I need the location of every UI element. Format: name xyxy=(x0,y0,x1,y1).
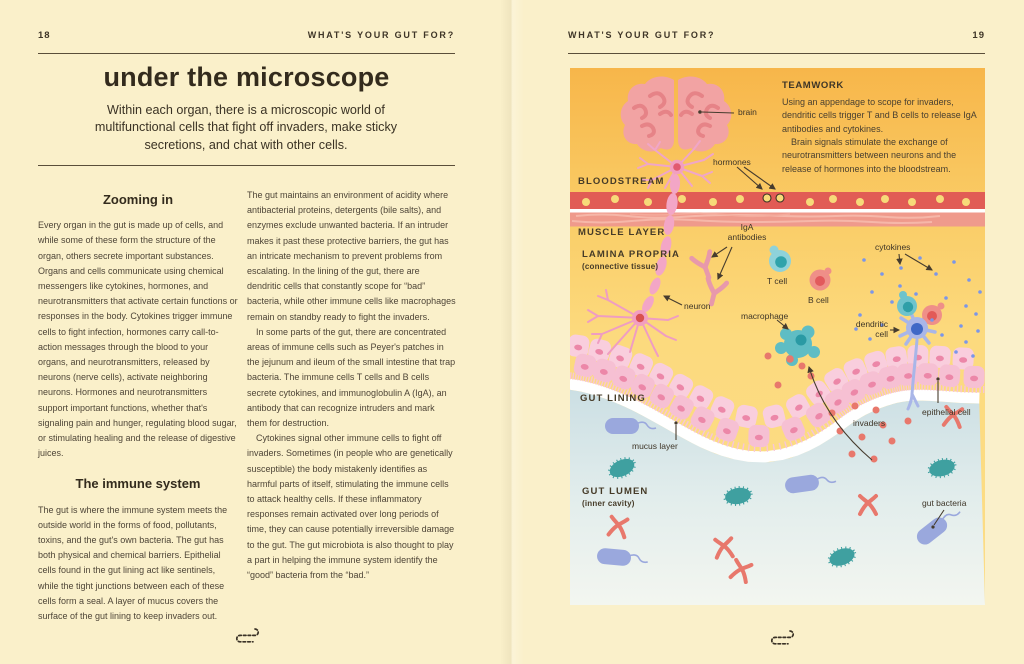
intestine-squiggle-icon xyxy=(231,625,261,647)
running-header-left: WHAT'S YOUR GUT FOR? xyxy=(307,30,455,40)
header-rule-right xyxy=(568,53,985,54)
header-rule-left xyxy=(38,53,455,54)
running-header-right: WHAT'S YOUR GUT FOR? xyxy=(568,30,716,40)
label-invaders: invaders xyxy=(853,418,886,428)
label-lamina-propria: LAMINA PROPRIA xyxy=(582,249,680,260)
label-bloodstream: BLOODSTREAM xyxy=(578,176,665,187)
text-column-2 xyxy=(247,188,456,583)
label-mucus-layer: mucus layer xyxy=(632,441,678,451)
page-number-right: 19 xyxy=(972,30,985,41)
label-gut-lumen: GUT LUMEN xyxy=(582,486,649,497)
paragraph: The gut maintains an environment of acidity where antibacterial proteins, detergents (bile salts), and enzymes exclude unwanted bacteria. If an intruder makes it past these protective barriers, the gut has an intricate mechanism to prevent problems from escalating. In the lining of the gut, there are dendritic cells that constantly scope for “bad” bacteria, while other immune cells like macrophages remain on standby ready to fight the invaders. xyxy=(247,190,456,322)
label-macrophage: macrophage xyxy=(741,311,789,321)
intestine-squiggle-icon xyxy=(766,627,796,649)
label-lamina-propria-sub: (connective tissue) xyxy=(582,262,659,271)
intro-text: Within each organ, there is a microscopic world of multifunctional cells that fight off invaders, make sticky secretions, and chat with other cells. xyxy=(94,103,398,152)
teamwork-callout xyxy=(782,79,980,176)
text-column-1 xyxy=(38,192,238,624)
label-gut-lining: GUT LINING xyxy=(580,393,646,404)
label-cytokines: cytokines xyxy=(875,242,911,252)
neuron-nucleus xyxy=(673,163,681,171)
paragraph: The gut is where the immune system meets the outside world in the forms of food, pollutants, toxins, and the gut's own bacteria. The gut has both physical and chemical barriers. Epithelial cells found in the gut lining act like sentinels, while the tight junctions between each of these cells form a seal. A layer of mucus covers the surface of the gut lining to keep invaders out. xyxy=(38,504,228,622)
section-heading-zooming-in: Zooming in xyxy=(102,192,174,207)
label-epithelial-cell: epithelial cell xyxy=(922,407,971,417)
page-title: under the microscope xyxy=(103,62,390,92)
page-19 xyxy=(512,0,1024,664)
intro-rule xyxy=(38,165,455,166)
gut-immune-system-diagram xyxy=(570,68,985,605)
label-hormones: hormones xyxy=(713,157,751,167)
paragraph: Cytokines signal other immune cells to fight off invaders. Sometimes (in people who are genetically susceptible) the body mistakenly identifies as harmful parts of itself, stimulating the immune cells to attack healthy cells. If these inflammatory responses remain activated over long periods of time, they can cause potentially irreversible damage to the gut. The gut microbiota is also thought to play a part in helping the immune system identify the “good” bacteria from the “bad.” xyxy=(247,433,455,581)
label-neuron: neuron xyxy=(684,301,711,311)
label-b-cell: B cell xyxy=(808,295,829,305)
neuron-nucleus-lower xyxy=(636,314,644,322)
teamwork-paragraph-2: Brain signals stimulate the exchange of neurotransmitters between neurons and the release of hormones into the bloodstream. xyxy=(782,136,957,174)
page-fold-shadow xyxy=(500,0,524,664)
label-brain: brain xyxy=(738,107,757,117)
band-divider xyxy=(570,209,985,213)
paragraph: In some parts of the gut, there are concentrated areas of immune cells such as Peyer's patches in the jejunum and ileum of the small intestine that trap bacteria. The immune cells T cells and B cells secrete cytokines, and immunoglobulin A (IgA), an antibody that can recognize intruders and mark them for destruction. xyxy=(247,326,456,429)
paragraph: Every organ in the gut is made up of cells, and while some of these form the structure of the organ, others secrete important substances. Organs and cells communicate using chemical messengers like cytokines, hormones, and neurotransmitters that activate certain functions or responses in the body. Cytokines trigger immune cells to fight infection, hormones carry call-to-action messages through the blood to your organs, and neurotransmitters, released by neurons (nerve cells), activate neighboring neurons. Hormones and neurotransmitters support important functions, whether that's signaling pain and hunger, regulating blood sugar, or stimulating healing and the release of digestive juices. xyxy=(38,220,238,459)
label-iga-antibodies: IgA antibodies xyxy=(727,222,767,243)
label-dendritic-cell: dendritic cell xyxy=(855,319,888,340)
teamwork-title: TEAMWORK xyxy=(782,80,844,91)
teamwork-paragraph-1: Using an appendage to scope for invaders, dendritic cells trigger T and B cells to release IgA antibodies and cytokines. xyxy=(782,97,977,134)
label-gut-lumen-sub: (inner cavity) xyxy=(582,499,635,508)
label-muscle-layer: MUSCLE LAYER xyxy=(578,227,666,238)
section-heading-immune-system: The immune system xyxy=(75,476,201,492)
page-number-left: 18 xyxy=(38,30,51,41)
label-gut-bacteria: gut bacteria xyxy=(922,498,967,508)
label-t-cell: T cell xyxy=(767,276,788,286)
